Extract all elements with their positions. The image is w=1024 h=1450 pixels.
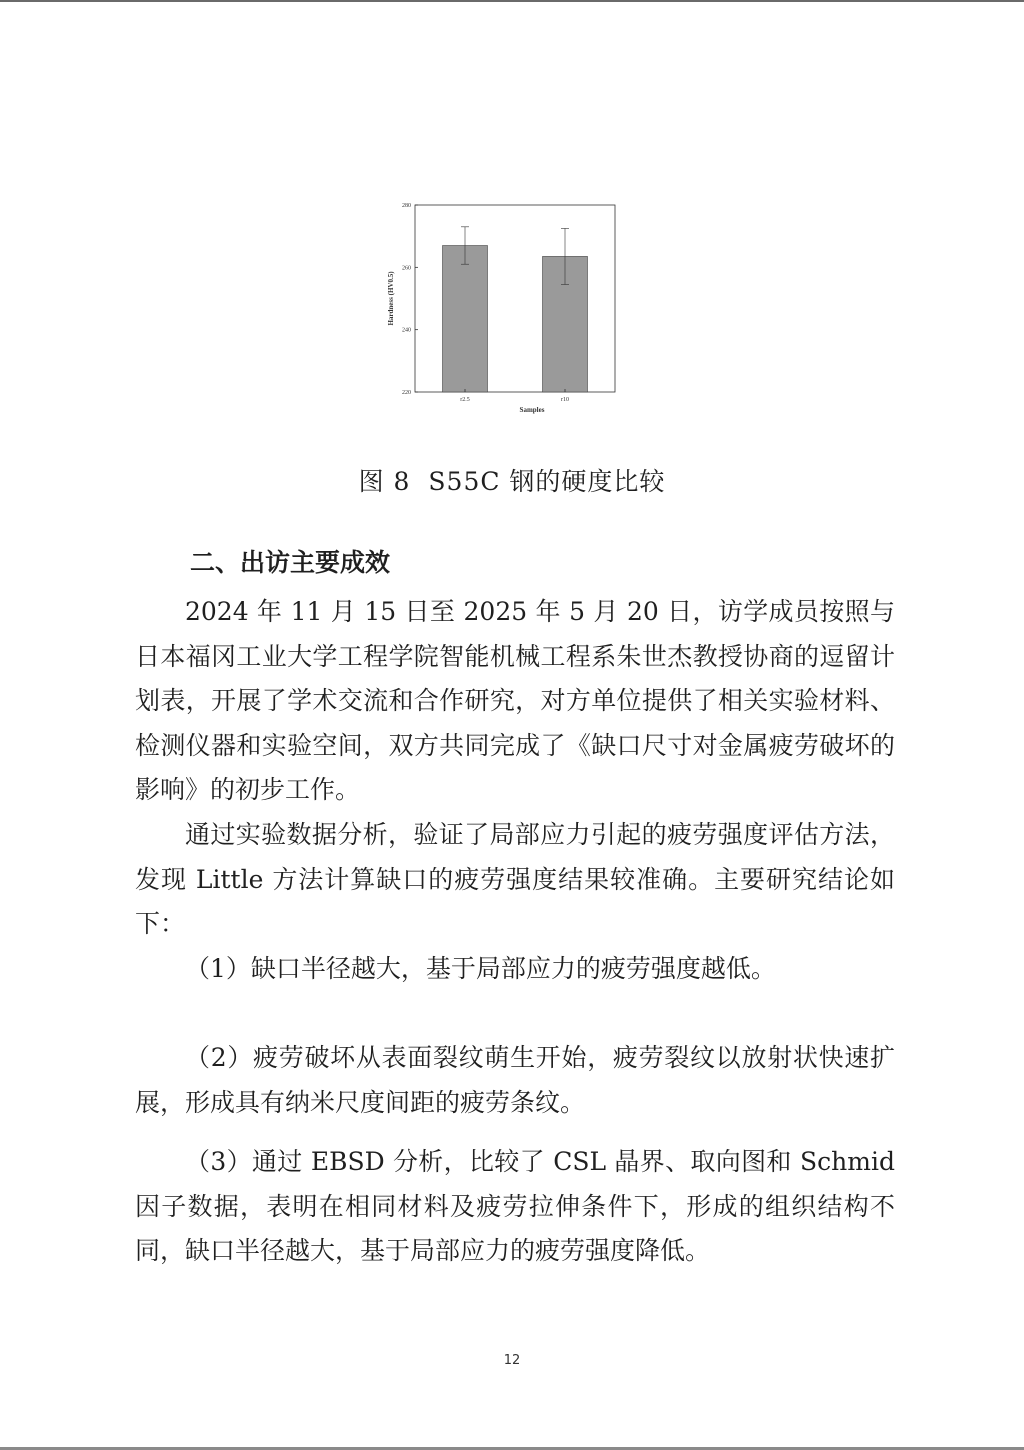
section-heading: 二、出访主要成效: [190, 548, 391, 577]
scan-edge-top: [0, 0, 1024, 2]
figure-number: 图 8: [358, 467, 411, 496]
paragraph-3: （1）缺口半径越大，基于局部应力的疲劳强度越低。: [185, 954, 776, 983]
y-tick-label: 220: [402, 390, 411, 396]
y-axis-label: Hardness (HV0.5): [387, 271, 395, 326]
figure-title: S55C 钢的硬度比较: [428, 467, 666, 496]
hardness-bar-chart: [375, 195, 645, 420]
page-number: 12: [503, 1353, 521, 1368]
x-tick-label: r10: [561, 397, 569, 403]
y-tick-label: 280: [402, 203, 411, 209]
bar-r2.5: [443, 246, 488, 392]
paragraph-4: （2）疲劳破坏从表面裂纹萌生开始，疲劳裂纹以放射状快速扩展，形成具有纳米尺度间距的疲劳条纹。: [135, 1043, 895, 1117]
x-tick-label: r2.5: [460, 397, 470, 403]
y-tick-label: 260: [402, 265, 411, 272]
paragraph-2: 通过实验数据分析，验证了局部应力引起的疲劳强度评估方法，发现 Little 方法计算缺口的疲劳强度结果较准确。主要研究结论如下：: [135, 820, 895, 938]
figure-caption: [0, 462, 1024, 498]
x-axis-label: Samples: [519, 406, 545, 414]
paragraph-5: （3）通过 EBSD 分析，比较了 CSL 晶界、取向图和 Schmid 因子数据，表明在相同材料及疲劳拉伸条件下，形成的组织结构不同，缺口半径越大，基于局部应力的疲劳强度降低。: [135, 1147, 895, 1265]
y-tick-label: 240: [402, 327, 411, 334]
paragraph-1: 2024 年 11 月 15 日至 2025 年 5 月 20 日，访学成员按照与日本福冈工业大学工程学院智能机械工程系朱世杰教授协商的逗留计划表，开展了学术交流和合作研究，对方单位提供了相关实验材料、检测仪器和实验空间，双方共同完成了《缺口尺寸对金属疲劳破坏的影响》的初步工作。: [135, 597, 895, 804]
